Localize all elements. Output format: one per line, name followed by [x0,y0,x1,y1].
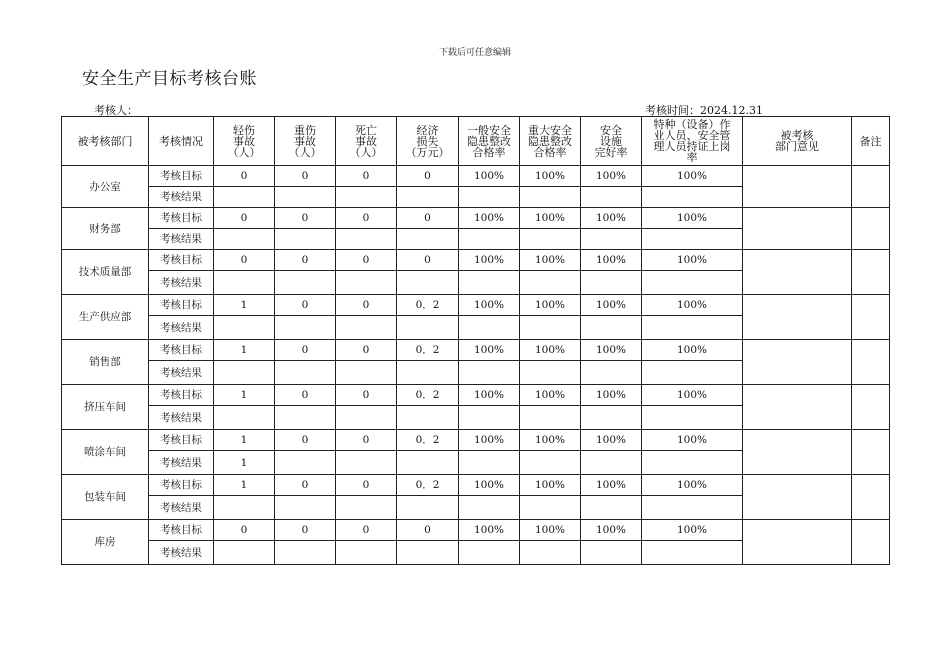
result-value [642,361,743,385]
result-value [581,187,642,208]
target-value: 0 [275,385,336,406]
department-opinion-cell [743,208,852,250]
target-value: 100% [459,520,520,541]
header-row [62,117,890,166]
target-value: 100% [459,166,520,187]
target-label: 考核目标 [149,295,214,316]
target-value: 0．2 [397,295,459,316]
result-value [336,187,397,208]
target-value: 1 [214,385,275,406]
target-value: 1 [214,340,275,361]
result-value [581,229,642,250]
result-label: 考核结果 [149,229,214,250]
watermark-text: 下载后可任意编辑 [438,48,511,58]
result-value [581,316,642,340]
result-value [397,361,459,385]
header-line: 重大安全 [528,123,572,137]
header-line: （人） [288,145,322,159]
target-value: 0 [275,475,336,496]
remarks-cell [852,340,890,385]
target-value: 100% [581,385,642,406]
target-value: 100% [520,166,581,187]
result-value [459,451,520,475]
table-row [62,250,890,271]
result-value [520,187,581,208]
target-value: 100% [459,475,520,496]
result-value [397,187,459,208]
result-value [397,541,459,565]
target-value: 100% [642,520,743,541]
target-label: 考核目标 [149,475,214,496]
target-value: 0 [275,250,336,271]
result-value [336,271,397,295]
target-value: 0 [336,520,397,541]
department-opinion-cell [743,340,852,385]
header-assessment [149,117,214,166]
header-department [62,117,149,166]
page-title: 安全生产目标考核台账 [82,69,257,89]
header-minor-injury [214,117,275,166]
header-line: 理人员持证上岗 [653,140,731,153]
department-opinion-cell [743,166,852,208]
result-value [581,496,642,520]
result-value [214,541,275,565]
result-value [275,316,336,340]
result-value [642,406,743,430]
department-name: 销售部 [62,340,149,385]
header-remarks [852,117,890,166]
target-value: 0 [336,295,397,316]
department-opinion-cell [743,385,852,430]
result-value [214,187,275,208]
assess-time-label: 考核时间：2024.12.31 [645,104,763,117]
remarks-cell [852,385,890,430]
table-row [62,340,890,361]
result-value [275,541,336,565]
table-row [62,430,890,451]
target-value: 100% [642,250,743,271]
header-line: 一般安全 [467,123,511,137]
result-value [214,229,275,250]
result-value [275,271,336,295]
department-name: 喷涂车间 [62,430,149,475]
result-value [642,271,743,295]
header-line: 事故 [233,134,255,148]
target-value: 100% [581,208,642,229]
target-value: 100% [520,340,581,361]
target-value: 100% [642,295,743,316]
target-value: 0 [275,340,336,361]
department-opinion-cell [743,250,852,295]
result-label: 考核结果 [149,271,214,295]
result-value [214,406,275,430]
result-value [642,451,743,475]
target-value: 0．2 [397,385,459,406]
target-value: 100% [459,430,520,451]
result-value: 1 [214,451,275,475]
target-value: 0．2 [397,475,459,496]
result-label: 考核结果 [149,187,214,208]
table-row [62,520,890,541]
target-value: 100% [642,430,743,451]
header-major-hazard-rate [520,117,581,166]
header-department-opinion [743,117,852,166]
target-label: 考核目标 [149,430,214,451]
header-line: 事故 [355,134,377,148]
target-label: 考核目标 [149,340,214,361]
target-value: 0 [275,295,336,316]
target-value: 100% [459,340,520,361]
result-value [459,187,520,208]
result-label: 考核结果 [149,451,214,475]
target-value: 100% [642,208,743,229]
result-value [520,229,581,250]
result-value [581,361,642,385]
header-line: （人） [227,145,261,159]
header-line: 死亡 [355,123,377,137]
target-value: 0 [336,340,397,361]
header-facility-rate [581,117,642,166]
result-value [459,361,520,385]
department-name: 办公室 [62,166,149,208]
remarks-cell [852,208,890,250]
result-value [581,271,642,295]
target-value: 0 [275,166,336,187]
result-value [459,496,520,520]
table-row [62,295,890,316]
target-value: 100% [581,250,642,271]
header-line: （人） [349,145,383,159]
header-line: 设施 [600,134,622,148]
result-value [520,361,581,385]
result-value [275,451,336,475]
result-value [275,229,336,250]
target-value: 0 [336,385,397,406]
target-value: 0 [336,208,397,229]
result-value [336,361,397,385]
target-value: 100% [642,340,743,361]
table-row [62,475,890,496]
result-value [336,406,397,430]
target-value: 0 [275,520,336,541]
result-value [336,541,397,565]
header-line: 备注 [859,134,882,148]
target-value: 0 [336,430,397,451]
header-economic-loss [397,117,459,166]
result-value [581,406,642,430]
target-value: 1 [214,430,275,451]
target-label: 考核目标 [149,520,214,541]
header-line: 损失 [416,134,439,148]
target-label: 考核目标 [149,166,214,187]
target-value: 0 [214,520,275,541]
header-line: 完好率 [594,145,628,159]
header-line: 安全 [600,123,622,137]
header-serious-injury [275,117,336,166]
target-value: 100% [459,208,520,229]
target-label: 考核目标 [149,250,214,271]
target-value: 100% [520,385,581,406]
result-value [642,541,743,565]
header-fatality [336,117,397,166]
target-value: 0 [275,208,336,229]
header-line: 隐患整改 [528,134,572,148]
header-line: 考核情况 [159,134,203,148]
target-value: 0 [336,250,397,271]
department-opinion-cell [743,430,852,475]
department-name: 技术质量部 [62,250,149,295]
header-line: 事故 [294,134,316,148]
target-value: 100% [581,430,642,451]
remarks-cell [852,166,890,208]
header-line: 隐患整改 [467,134,511,148]
department-name: 挤压车间 [62,385,149,430]
result-value [214,316,275,340]
target-label: 考核目标 [149,385,214,406]
result-value [336,316,397,340]
result-value [397,229,459,250]
target-value: 100% [520,430,581,451]
result-value [397,451,459,475]
result-value [336,496,397,520]
target-value: 100% [581,475,642,496]
result-value [214,271,275,295]
target-value: 0．2 [397,430,459,451]
result-value [642,229,743,250]
target-value: 0 [336,475,397,496]
header-line: 率 [686,151,698,164]
target-value: 100% [520,250,581,271]
result-value [214,361,275,385]
header-line: 轻伤 [233,123,255,137]
remarks-cell [852,520,890,565]
target-value: 100% [581,295,642,316]
target-value: 100% [459,385,520,406]
department-name: 包装车间 [62,475,149,520]
target-value: 100% [642,475,743,496]
target-value: 0 [397,250,459,271]
header-line: 重伤 [294,123,316,137]
target-value: 1 [214,475,275,496]
result-label: 考核结果 [149,361,214,385]
department-name: 财务部 [62,208,149,250]
result-value [642,316,743,340]
result-value [520,541,581,565]
target-value: 100% [581,520,642,541]
target-value: 100% [642,166,743,187]
target-value: 100% [520,208,581,229]
remarks-cell [852,250,890,295]
result-value [520,451,581,475]
target-value: 0 [397,208,459,229]
result-value [581,541,642,565]
result-value [397,406,459,430]
result-value [459,271,520,295]
result-value [214,496,275,520]
result-value [275,406,336,430]
target-value: 100% [581,166,642,187]
target-label: 考核目标 [149,208,214,229]
target-value: 0 [397,166,459,187]
result-value [642,496,743,520]
target-value: 0 [336,166,397,187]
result-value [275,496,336,520]
result-label: 考核结果 [149,541,214,565]
result-value [459,406,520,430]
result-value [642,187,743,208]
target-value: 0 [214,250,275,271]
target-value: 100% [520,475,581,496]
target-value: 0 [214,208,275,229]
remarks-cell [852,430,890,475]
target-value: 100% [642,385,743,406]
target-value: 0．2 [397,340,459,361]
result-label: 考核结果 [149,316,214,340]
target-value: 1 [214,295,275,316]
department-opinion-cell [743,475,852,520]
result-value [336,229,397,250]
target-value: 100% [520,520,581,541]
remarks-cell [852,475,890,520]
result-value [581,451,642,475]
table-row [62,208,890,229]
ledger-body [62,166,890,565]
target-value: 100% [581,340,642,361]
result-value [336,451,397,475]
department-name: 生产供应部 [62,295,149,340]
result-value [275,361,336,385]
header-line: 被考核部门 [77,134,133,148]
department-opinion-cell [743,295,852,340]
header-general-hazard-rate [459,117,520,166]
target-value: 100% [459,295,520,316]
target-value: 0 [214,166,275,187]
result-value [520,496,581,520]
header-line: 合格率 [533,145,567,159]
result-value [397,496,459,520]
remarks-cell [852,295,890,340]
target-value: 0 [275,430,336,451]
header-line: 部门意见 [775,140,819,153]
department-name: 库房 [62,520,149,565]
assessor-label: 考核人： [94,104,138,117]
result-value [520,271,581,295]
header-line: 特种（设备）作 [653,118,731,131]
header-line: 业人员、安全管 [653,129,731,142]
safety-ledger-table [61,116,890,565]
result-value [520,316,581,340]
result-label: 考核结果 [149,496,214,520]
table-row [62,166,890,187]
result-value [459,316,520,340]
target-value: 0 [397,520,459,541]
result-value [275,187,336,208]
header-line: 被考核 [780,129,814,142]
result-value [459,541,520,565]
result-value [459,229,520,250]
header-line: 经济 [416,123,439,137]
header-certified-rate [642,117,743,166]
result-value [520,406,581,430]
result-label: 考核结果 [149,406,214,430]
target-value: 100% [520,295,581,316]
result-value [397,271,459,295]
target-value: 100% [459,250,520,271]
table-row [62,385,890,406]
header-line: 合格率 [472,145,506,159]
header-line: （万元） [405,145,450,159]
department-opinion-cell [743,520,852,565]
result-value [397,316,459,340]
